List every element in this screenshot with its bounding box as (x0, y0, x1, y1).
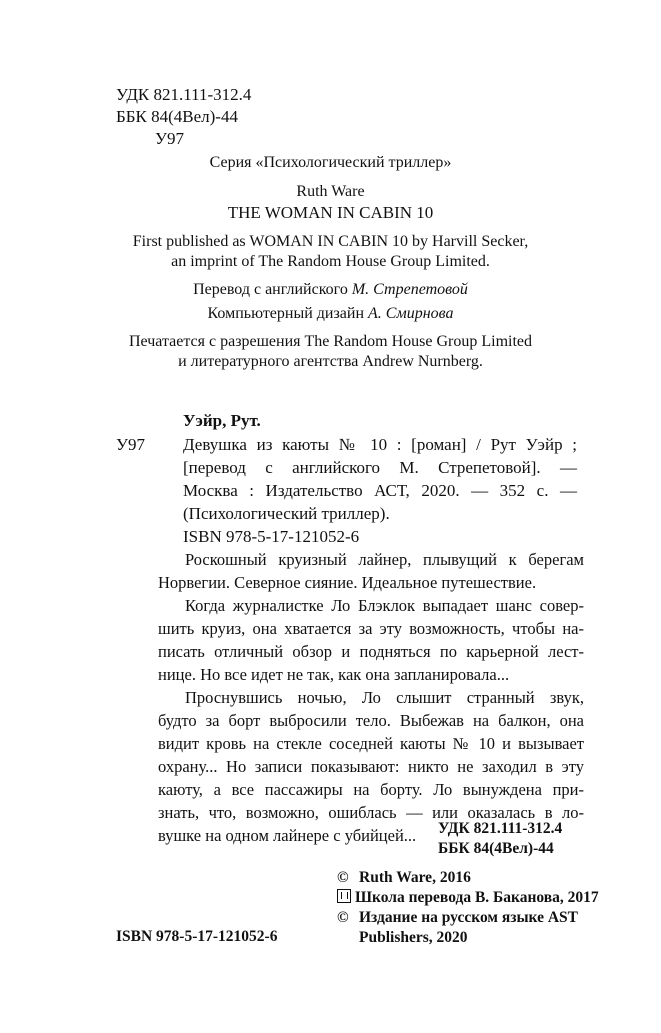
annotation-line: шить круиз, она хватается за эту возможность, чтобы на- (158, 619, 584, 638)
annotation-line: Проснувшись ночью, Ло слышит странный звук, (185, 688, 584, 707)
annotation-line: нице. Но все идет не так, как она запланировала... (158, 665, 510, 684)
copyright-line-3 (337, 908, 578, 927)
udk-code-bottom: УДК 821.111-312.4 (438, 820, 563, 837)
series-line: Серия «Психологический триллер» (209, 154, 452, 171)
design-credit (0, 304, 661, 324)
annotation-line: знать, что, возможно, ошиблась — или оказалась в ло- (158, 803, 584, 822)
annotation-line: вушке на одном лайнере с убийцей... (158, 826, 417, 845)
designer-name: А. Смирнова (368, 305, 454, 322)
copyright-icon: © (337, 909, 349, 926)
permission-line-2: и литературного агентства Andrew Nurnberg. (178, 353, 483, 370)
annotation-line: Роскошный круизный лайнер, плывущий к берегам (185, 550, 584, 569)
annotation-line: видит кровь на стекле соседней каюты № 10 и вызывает (158, 734, 584, 753)
translation-label: Перевод с английского (193, 281, 352, 298)
catalog-isbn: ISBN 978-5-17-121052-6 (183, 527, 360, 546)
author-index: У97 (155, 129, 185, 148)
copyright-icon: © (337, 869, 349, 886)
catalog-line-1: Девушка из каюты № 10 : [роман] / Рут Уэйр ; (183, 435, 577, 454)
catalog-line-3: Москва : Издательство АСТ, 2020. — 352 с. — (183, 481, 577, 500)
annotation-line: охрану... Но записи показывают: никто не заходил в эту (158, 757, 584, 776)
first-published-line-2: an imprint of The Random House Group Limited. (171, 253, 490, 270)
copyright-text: Издание на русском языке AST (359, 909, 578, 926)
design-label: Компьютерный дизайн (207, 305, 369, 322)
annotation-line: Когда журналистке Ло Блэклок выпадает шанс совер- (185, 596, 584, 615)
copyright-line-4: Publishers, 2020 (359, 929, 468, 946)
annotation (158, 548, 584, 847)
author-original: Ruth Ware (296, 183, 365, 200)
translation-credit (0, 280, 661, 300)
annotation-line: писать отличный обзор и подняться по карьерной лест- (158, 642, 584, 661)
annotation-line: каюту, а все пассажиры на борту. Ло вынуждена при- (158, 780, 584, 799)
copyright-text: Ruth Ware, 2016 (359, 869, 471, 886)
catalog-index: У97 (116, 435, 146, 454)
udk-code: УДК 821.111-312.4 (116, 85, 252, 104)
copyright-line-2 (337, 888, 599, 907)
copyright-line-1 (337, 868, 471, 887)
copyright-text: Школа перевода В. Баканова, 2017 (355, 889, 599, 906)
catalog-line-4: (Психологический триллер). (183, 504, 390, 523)
bbk-code-bottom: ББК 84(4Вел)-44 (438, 840, 554, 857)
annotation-line: будто за борт выбросили тело. Выбежав на балкон, она (158, 711, 584, 730)
first-published-line-1: First published as WOMAN IN CABIN 10 by Harvill Secker, (132, 233, 529, 250)
isbn-bottom: ISBN 978-5-17-121052-6 (116, 928, 278, 945)
translator-name: М. Стрепетовой (351, 281, 468, 298)
catalog-heading: Уэйр, Рут. (183, 411, 261, 430)
bbk-code: ББК 84(4Вел)-44 (116, 107, 238, 126)
original-title: THE WOMAN IN CABIN 10 (227, 203, 434, 222)
annotation-line: Норвегии. Северное сияние. Идеальное путешествие. (158, 573, 537, 592)
translation-school-icon (337, 889, 351, 903)
catalog-line-2: [перевод с английского М. Стрепетовой]. — (183, 458, 577, 477)
permission-line-1: Печатается с разрешения The Random House Group Limited (128, 333, 533, 350)
